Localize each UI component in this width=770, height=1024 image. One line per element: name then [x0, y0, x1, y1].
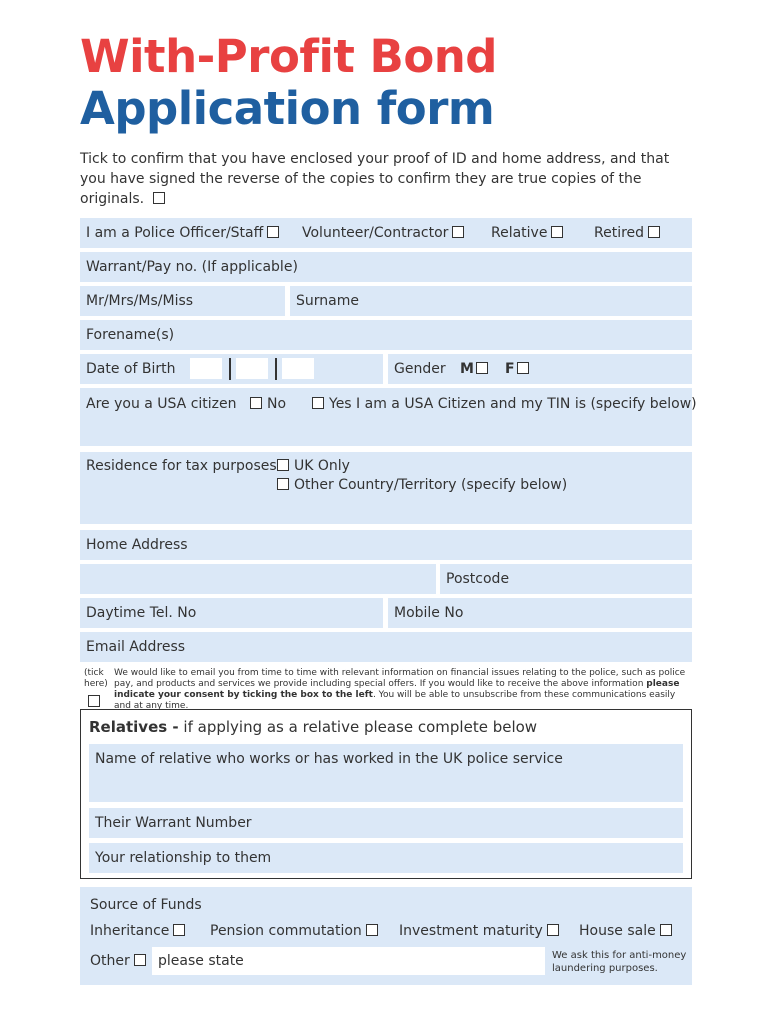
usa-no-label: No [267, 396, 287, 412]
funds-heading: Source of Funds [90, 897, 202, 913]
residence-other-label: Other Country/Territory (specify below) [294, 477, 568, 493]
residence-other-option [277, 477, 567, 493]
intro-text [80, 149, 680, 209]
usa-no-checkbox[interactable] [250, 397, 262, 409]
gender-f-label: F [505, 361, 515, 377]
dob-field [80, 354, 383, 384]
daytime-tel-field[interactable] [80, 598, 383, 628]
usa-yes-checkbox[interactable] [312, 397, 324, 409]
warrant-field[interactable] [80, 252, 692, 282]
funds-house-sale-checkbox[interactable] [660, 924, 672, 936]
funds-inheritance-label: Inheritance [90, 923, 170, 939]
relative-label: Relative [491, 225, 548, 241]
relative-warrant-label: Their Warrant Number [95, 815, 252, 831]
police-officer-option [86, 225, 279, 241]
relatives-title: Relatives - [89, 718, 179, 736]
volunteer-label: Volunteer/Contractor [302, 225, 449, 241]
usa-yes-label: Yes I am a USA Citizen and my TIN is (specify below) [329, 396, 697, 412]
funds-pension-checkbox[interactable] [366, 924, 378, 936]
gender-m-option [460, 361, 488, 377]
consent-text [114, 668, 694, 712]
email-consent-checkbox[interactable] [88, 695, 100, 707]
source-of-funds-section [80, 887, 692, 985]
relatives-subheading: if applying as a relative please complete below [178, 718, 538, 736]
dob-year-input[interactable] [282, 358, 314, 379]
gender-field [388, 354, 692, 384]
please-state-input[interactable] [152, 947, 545, 975]
funds-pension-label: Pension commutation [210, 923, 362, 939]
consent-text-bold: please indicate your consent by ticking the box to the left [114, 679, 680, 700]
home-address-line-2[interactable] [80, 564, 436, 594]
surname-label: Surname [296, 293, 359, 309]
funds-investment-label: Investment maturity [399, 923, 543, 939]
dob-divider [275, 358, 277, 380]
funds-investment-checkbox[interactable] [547, 924, 559, 936]
dob-day-input[interactable] [190, 358, 222, 379]
gender-m-label: M [460, 361, 474, 377]
funds-investment-option [399, 923, 559, 939]
home-address-field[interactable] [80, 530, 692, 560]
residence-label: Residence for tax purposes [86, 458, 277, 474]
usa-no-option [250, 396, 286, 412]
relationship-field[interactable] [89, 843, 683, 873]
funds-other-checkbox[interactable] [134, 954, 146, 966]
volunteer-option [302, 225, 464, 241]
relationship-label: Your relationship to them [95, 850, 272, 866]
funds-house-sale-option [579, 923, 672, 939]
gender-f-checkbox[interactable] [517, 362, 529, 374]
relatives-heading [89, 718, 537, 736]
forename-label: Forename(s) [86, 327, 175, 343]
email-label: Email Address [86, 639, 186, 655]
relative-option [491, 225, 563, 241]
gender-f-option [505, 361, 529, 377]
proof-confirm-checkbox[interactable] [153, 192, 165, 204]
residence-uk-checkbox[interactable] [277, 459, 289, 471]
relative-checkbox[interactable] [551, 226, 563, 238]
dob-label: Date of Birth [86, 361, 176, 377]
usa-citizen-field [80, 388, 697, 446]
intro-text-content: Tick to confirm that you have enclosed your proof of ID and home address, and that you have signed the reverse of the copies to confirm they are true copies of the originals. [80, 151, 670, 207]
home-address-label: Home Address [86, 537, 188, 553]
please-state-label: please state [158, 953, 244, 969]
dob-divider [229, 358, 231, 380]
relatives-section [80, 709, 692, 879]
usa-yes-option [312, 396, 697, 412]
warrant-label: Warrant/Pay no. (If applicable) [86, 259, 298, 275]
relative-name-label: Name of relative who works or has worked in the UK police service [95, 751, 563, 767]
email-field[interactable] [80, 632, 692, 662]
residence-uk-option [277, 458, 350, 474]
gender-m-checkbox[interactable] [476, 362, 488, 374]
police-officer-checkbox[interactable] [267, 226, 279, 238]
retired-label: Retired [594, 225, 645, 241]
postcode-field[interactable] [440, 564, 692, 594]
police-officer-label: I am a Police Officer/Staff [86, 225, 264, 241]
title-line-2: Application form [80, 82, 495, 135]
residence-other-checkbox[interactable] [277, 478, 289, 490]
title-line-1: With-Profit Bond [80, 30, 498, 83]
funds-inheritance-checkbox[interactable] [173, 924, 185, 936]
postcode-label: Postcode [446, 571, 510, 587]
title-label: Mr/Mrs/Ms/Miss [86, 293, 194, 309]
forename-field[interactable] [80, 320, 692, 350]
volunteer-checkbox[interactable] [452, 226, 464, 238]
residence-field [80, 452, 692, 524]
gender-label: Gender [394, 361, 446, 377]
mobile-field[interactable] [388, 598, 692, 628]
surname-field[interactable] [290, 286, 692, 316]
title-field[interactable] [80, 286, 285, 316]
retired-checkbox[interactable] [648, 226, 660, 238]
dob-month-input[interactable] [236, 358, 268, 379]
relative-warrant-field[interactable] [89, 808, 683, 838]
mobile-label: Mobile No [394, 605, 464, 621]
funds-other-label: Other [90, 953, 130, 969]
funds-pension-option [210, 923, 378, 939]
consent-text-2: . You will be able to unsubscribe from these communications easily and at any time. [114, 690, 676, 711]
tick-here-label: (tick here) [84, 668, 108, 689]
usa-citizen-label: Are you a USA citizen [86, 396, 237, 412]
status-row [80, 218, 692, 248]
residence-uk-label: UK Only [294, 458, 350, 474]
funds-note: We ask this for anti-money laundering purposes. [552, 950, 687, 974]
retired-option [594, 225, 660, 241]
daytime-tel-label: Daytime Tel. No [86, 605, 197, 621]
consent-text-1: We would like to email you from time to time with relevant information on financial issues relating to the police, such as police pay, and products and services we provide including special offers. If you would like to receive the above information [114, 668, 686, 689]
funds-house-sale-label: House sale [579, 923, 656, 939]
relative-name-field[interactable] [89, 744, 683, 802]
funds-other-option [90, 953, 146, 969]
funds-inheritance-option [90, 923, 185, 939]
